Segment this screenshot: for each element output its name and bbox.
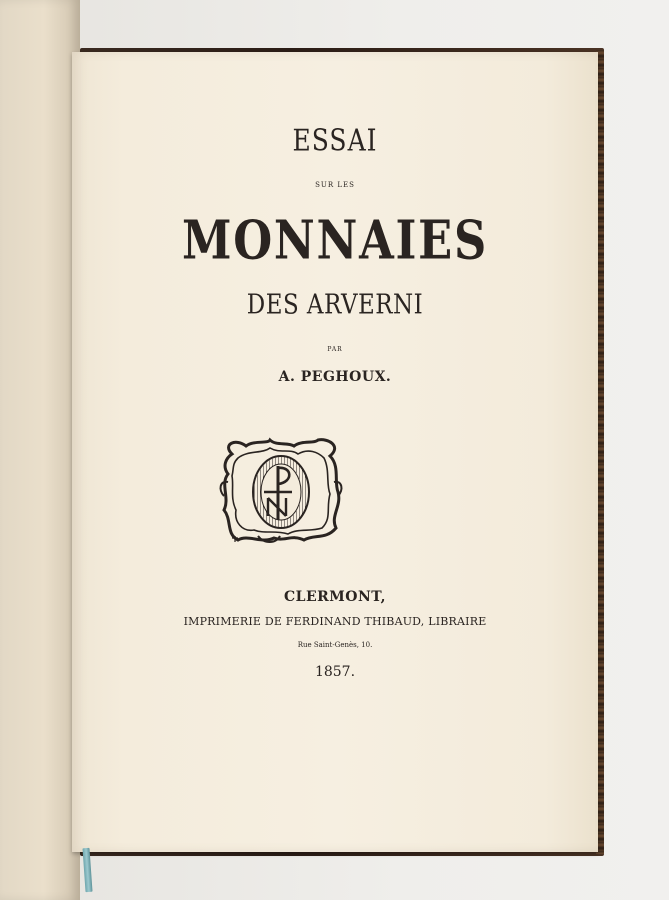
imprint-city: CLERMONT, <box>283 589 387 605</box>
imprint-printer: IMPRIMERIE DE FERDINAND THIBAUD, LIBRAIRE <box>183 615 487 628</box>
printer-device-emblem-icon <box>218 436 344 546</box>
par-text: PAR <box>327 346 343 353</box>
essai-heading: ESSAI <box>292 123 378 158</box>
author-name: A. PEGHOUX. <box>278 369 392 385</box>
sur-les-text: SUR LES <box>315 181 355 189</box>
imprint-year: 1857. <box>314 664 356 680</box>
main-title: MONNAIES <box>182 209 488 272</box>
left-page-edge <box>0 0 80 900</box>
subtitle: DES ARVERNI <box>246 288 424 321</box>
imprint-street: Rue Saint-Genès, 10. <box>297 641 373 649</box>
